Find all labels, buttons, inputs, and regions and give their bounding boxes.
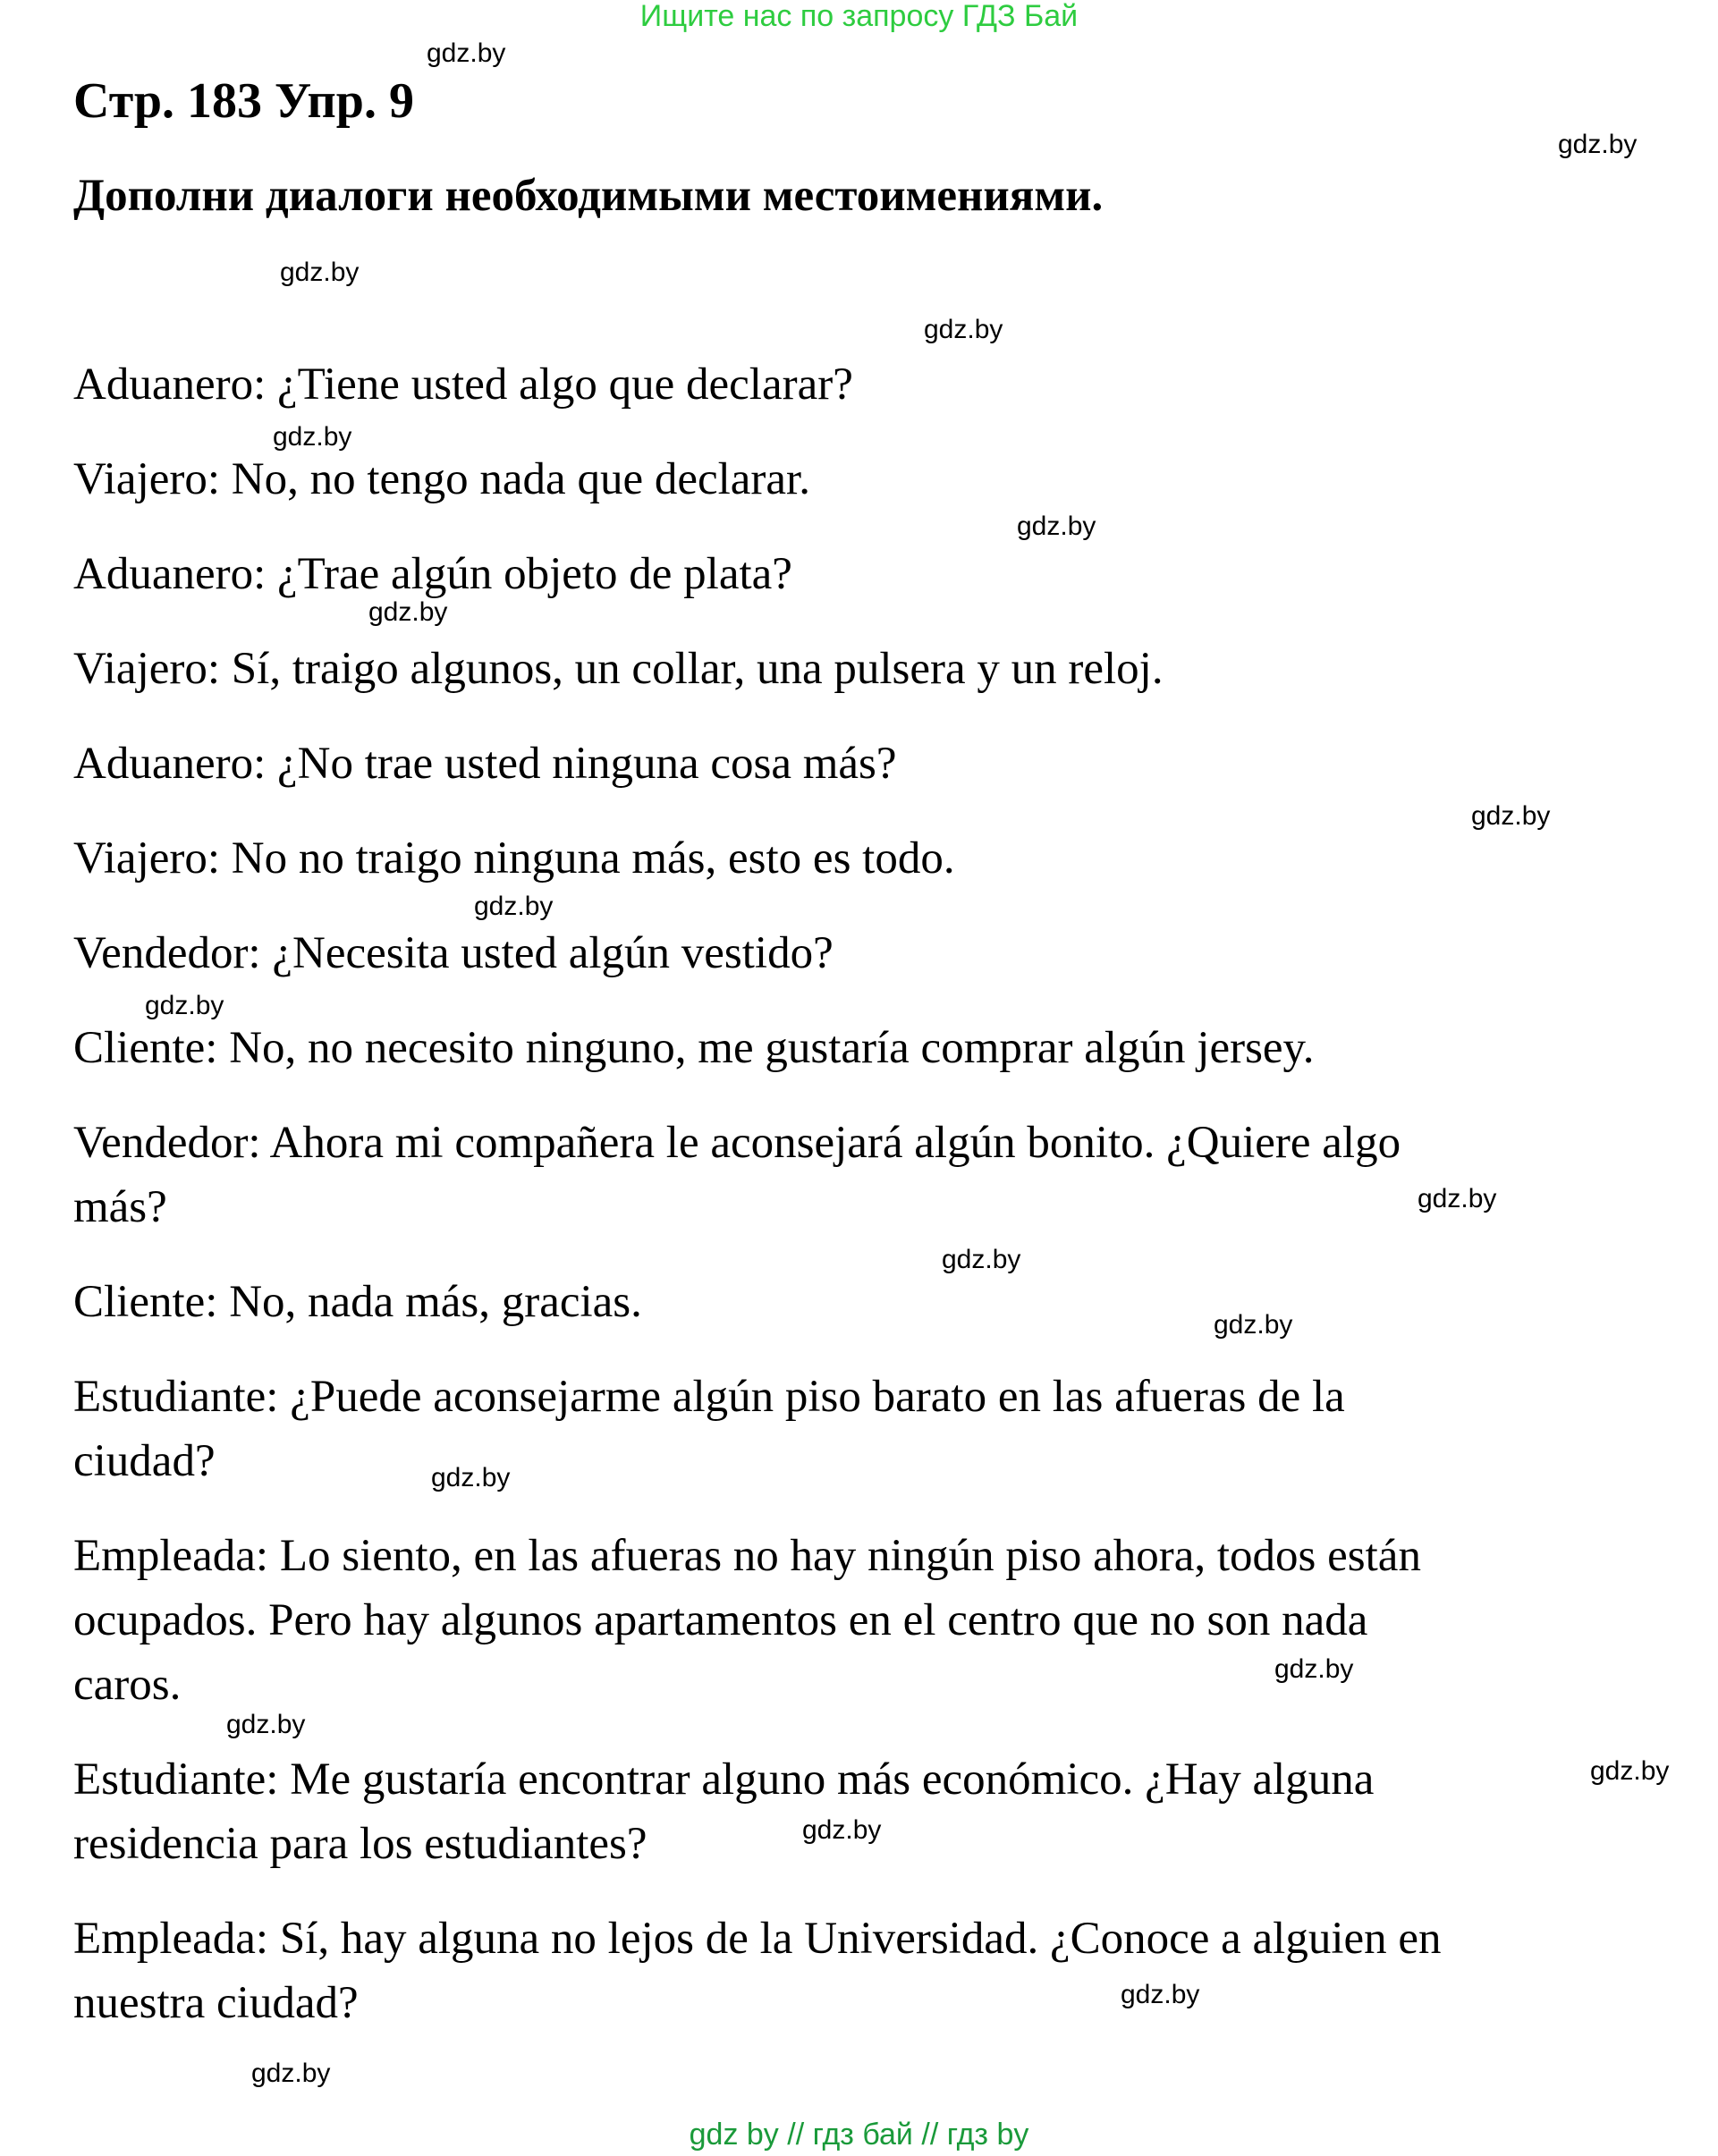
watermark: gdz.by <box>1214 1310 1293 1340</box>
watermark: gdz.by <box>1418 1184 1497 1213</box>
watermark: gdz.by <box>273 422 352 452</box>
dialogue-line: Empleada: Sí, hay alguna no lejos de la Universidad. ¿Conoce a alguien en <box>73 1914 1442 1964</box>
watermark: gdz.by <box>427 38 506 68</box>
watermark: gdz.by <box>1558 130 1638 159</box>
watermark: gdz.by <box>1274 1654 1354 1684</box>
dialogue-line: Empleada: Lo siento, en las afueras no hay ningún piso ahora, todos están <box>73 1531 1421 1581</box>
watermark: gdz.by <box>251 2059 331 2088</box>
watermark: gdz.by <box>368 597 448 627</box>
dialogue-line: Vendedor: Ahora mi compañera le aconsejará algún bonito. ¿Quiere algo <box>73 1118 1401 1168</box>
dialogue-line: Viajero: No, no tengo nada que declarar. <box>73 454 810 504</box>
dialogue-line: nuestra ciudad? <box>73 1978 359 2028</box>
dialogue-line: Estudiante: Me gustaría encontrar alguno más económico. ¿Hay alguna <box>73 1754 1375 1805</box>
watermark: gdz.by <box>474 892 554 921</box>
dialogue-line: Cliente: No, nada más, gracias. <box>73 1277 642 1327</box>
watermark: gdz.by <box>280 258 360 287</box>
footer-links: gdz by // гдз бай // гдз by <box>689 2118 1029 2152</box>
dialogue-line: Cliente: No, no necesito ninguno, me gustaría comprar algún jersey. <box>73 1023 1315 1073</box>
dialogue-line: Estudiante: ¿Puede aconsejarme algún piso barato en las afueras de la <box>73 1372 1345 1422</box>
watermark: gdz.by <box>924 315 1003 344</box>
dialogue-line: Viajero: No no traigo ninguna más, esto es todo. <box>73 833 955 884</box>
watermark: gdz.by <box>802 1815 882 1845</box>
page-title: Стр. 183 Упр. 9 <box>73 73 414 129</box>
dialogue-line: Aduanero: ¿Tiene usted algo que declarar? <box>73 359 853 410</box>
dialogue-line: residencia para los estudiantes? <box>73 1819 647 1869</box>
watermark: gdz.by <box>942 1245 1021 1274</box>
watermark: gdz.by <box>145 991 224 1020</box>
dialogue-line: ciudad? <box>73 1436 216 1486</box>
search-banner: Ищите нас по запросу ГДЗ Бай <box>639 0 1079 33</box>
dialogue-line: Viajero: Sí, traigo algunos, un collar, una pulsera y un reloj. <box>73 644 1164 694</box>
dialogue-line: ocupados. Pero hay algunos apartamentos en el centro que no son nada <box>73 1595 1368 1645</box>
watermark: gdz.by <box>226 1710 306 1739</box>
dialogue-line: Aduanero: ¿Trae algún objeto de plata? <box>73 549 792 599</box>
exercise-instruction: Дополни диалоги необходимыми местоимениями. <box>73 171 1104 221</box>
dialogue-line: más? <box>73 1182 167 1232</box>
watermark: gdz.by <box>1590 1756 1670 1786</box>
watermark: gdz.by <box>1017 512 1096 541</box>
watermark: gdz.by <box>1471 801 1551 831</box>
dialogue-line: Vendedor: ¿Necesita usted algún vestido? <box>73 928 834 978</box>
watermark: gdz.by <box>1121 1980 1200 2009</box>
dialogue-line: Aduanero: ¿No trae usted ninguna cosa más? <box>73 739 897 789</box>
dialogue-line: caros. <box>73 1660 182 1710</box>
watermark: gdz.by <box>431 1463 511 1492</box>
